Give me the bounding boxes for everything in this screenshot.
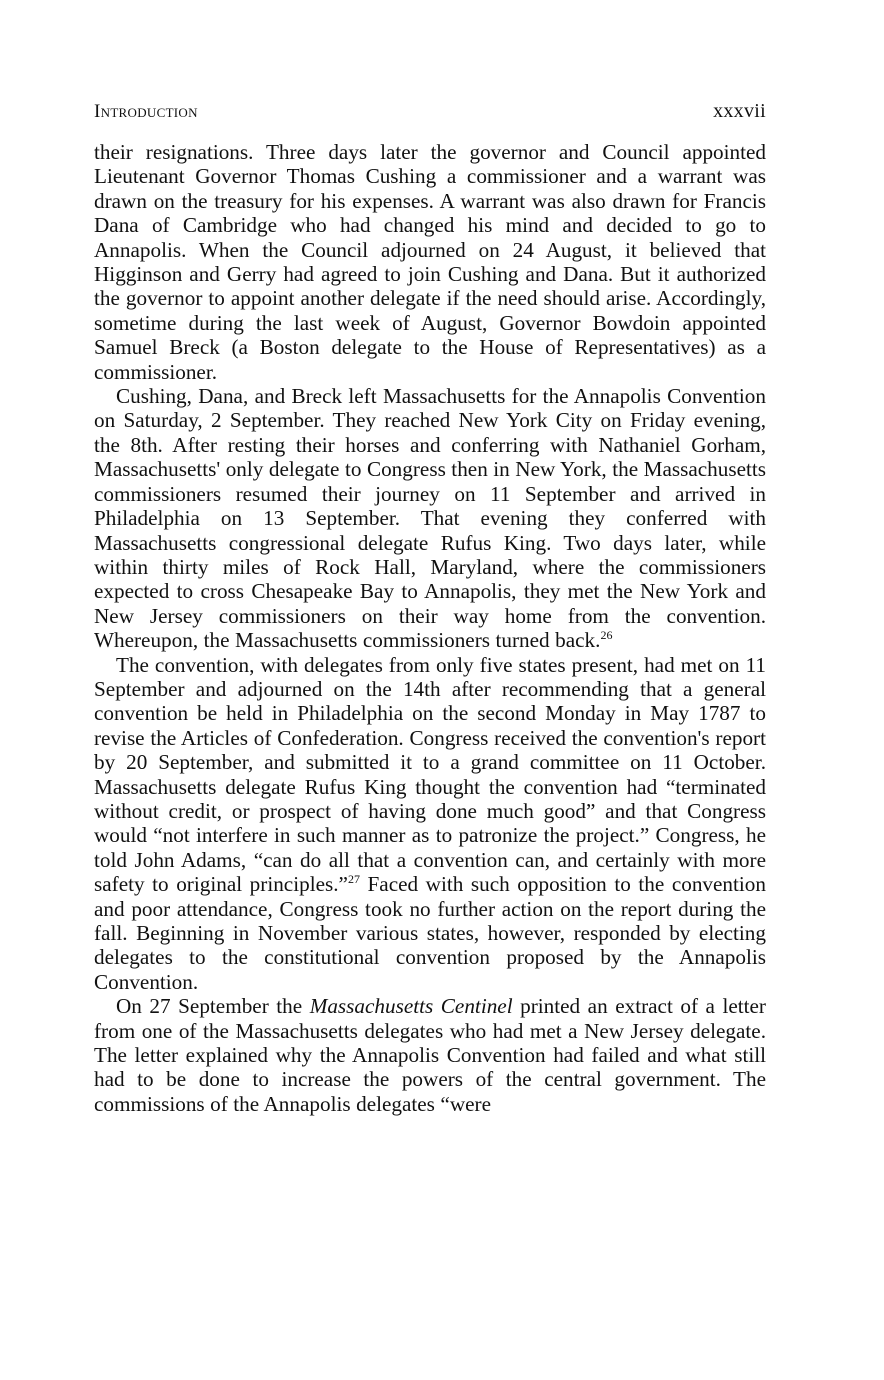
paragraph-2	[94, 384, 766, 652]
paragraph-text-continued: printed an extract of a letter from one of the Massachusetts delegates who had met a New Jersey delegate. The letter explained why the Annapolis Convention had failed and what still had to be done to increase the powers of the central government. The commissions of the Annapolis delegates “were	[94, 994, 766, 1116]
footnote-reference-26: 26	[600, 628, 613, 643]
book-page	[94, 100, 766, 1116]
page-number: xxxvii	[713, 100, 766, 122]
paragraph-4	[94, 994, 766, 1116]
paragraph-text: their resignations. Three days later the governor and Council appointed Lieutenant Governor Thomas Cushing a commissioner and a warrant was drawn on the treasury for his expenses. A warrant was also drawn for Francis Dana of Cambridge who had changed his mind and decided to go to Annapolis. When the Council adjourned on 24 August, it believed that Higginson and Gerry had agreed to join Cushing and Dana. But it authorized the governor to appoint another delegate if the need should arise. Accordingly, sometime during the last week of August, Governor Bowdoin appointed Samuel Breck (a Boston delegate to the House of Representatives) as a commissioner.	[94, 140, 766, 384]
paragraph-text: The convention, with delegates from only five states present, had met on 11 September and adjourned on the 14th after recommending that a general convention be held in Philadelphia on the second Monday in May 1787 to revise the Articles of Confederation. Congress received the convention's report by 20 September, and submitted it to a grand committee on 11 October. Massachusetts delegate Rufus King thought the convention had “terminated without credit, or prospect of having done much good” and that Congress would “not interfere in such manner as to patronize the project.” Congress, he told John Adams, “can do all that a convention can, and certainly with more safety to original principles.”	[94, 652, 766, 897]
paragraph-3	[94, 653, 766, 995]
paragraph-text: Cushing, Dana, and Breck left Massachusetts for the Annapolis Convention on Saturday, 2 September. They reached New York City on Friday evening, the 8th. After resting their horses and conferring with Nathaniel Gorham, Massachusetts' only delegate to Congress then in New York, the Massachusetts commissioners resumed their journey on 11 September and arrived in Philadelphia on 13 September. That evening they conferred with Massachusetts congressional delegate Rufus King. Two days later, while within thirty miles of Rock Hall, Maryland, where the commissioners expected to cross Chesapeake Bay to Annapolis, they met the New York and New Jersey commissioners on their way home from the convention. Whereupon, the Massachusetts commissioners turned back.	[94, 384, 766, 653]
paragraph-1	[94, 140, 766, 384]
running-title: Introduction	[94, 101, 198, 122]
paragraph-text: On 27 September the	[116, 994, 310, 1019]
paragraph-text-continued: Faced with such opposition to the convention and poor attendance, Congress took no further action on the report during the fall. Beginning in November various states, however, responded by electing delegates to the constitutional convention proposed by the Annapolis Convention.	[94, 872, 766, 994]
newspaper-title: Massachusetts Centinel	[309, 994, 513, 1019]
running-head	[94, 100, 766, 140]
footnote-reference-27: 27	[347, 872, 360, 887]
body-text	[94, 140, 766, 1116]
